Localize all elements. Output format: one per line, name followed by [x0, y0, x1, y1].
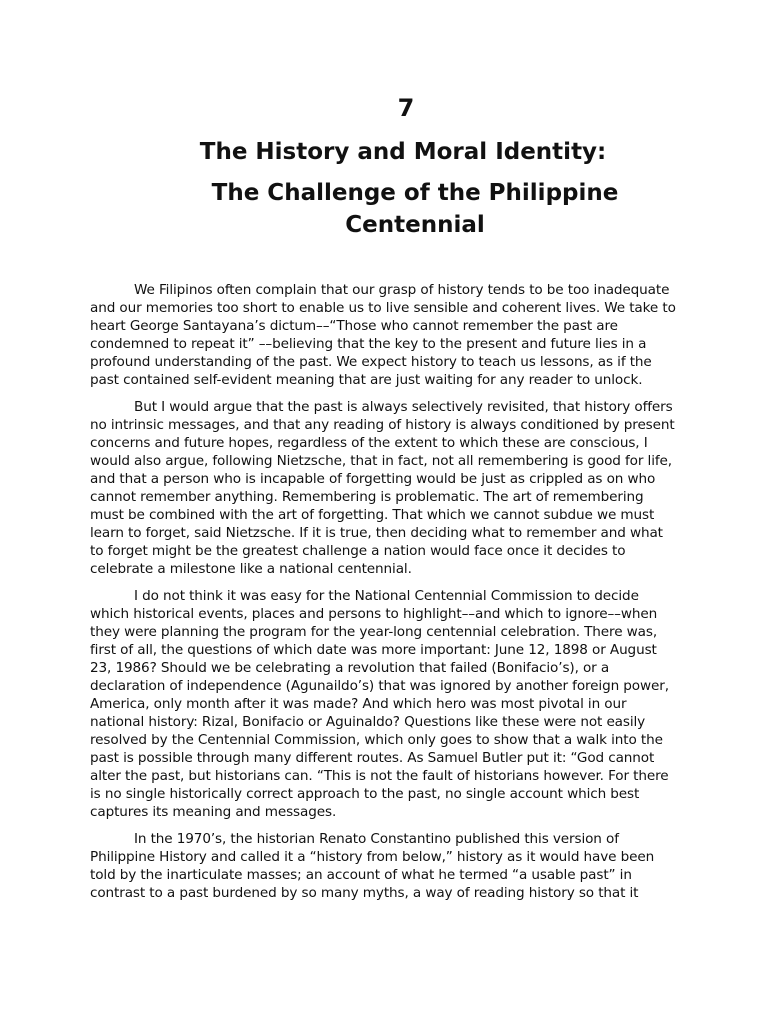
paragraph: But I would argue that the past is always selectively revisited, that history offers no intrinsic messages, and that any reading of history is always conditioned by present concerns and future hopes, regardless of the extent to which these are conscious, I would also argue, following Nietzsche, that in fact, not all remembering is good for life, and that a person who is incapable of forgetting would be just as crippled as on who cannot remember anything. Remembering is problematic. The art of remembering must be combined with the art of forgetting. That which we cannot subdue we must learn to forget, said Nietzsche. If it is true, then deciding what to remember and what to forget might be the greatest challenge a nation would face once it decides to celebrate a milestone like a national centennial.: [90, 399, 675, 577]
paragraph: I do not think it was easy for the National Centennial Commission to decide which historical events, places and persons to highlight––and which to ignore––when they were planning the program for the year-long centennial celebration. There was, first of all, the questions of which date was more important: June 12, 1898 or August 23, 1986? Should we be celebrating a revolution that failed (Bonifacio’s), or a declaration of independence (Agunaildo’s) that was ignored by another foreign power, America, only month after it was made? And which hero was most pivotal in our national history: Rizal, Bonifacio or Aguinaldo? Questions like these were not easily resolved by the Centennial Commission, which only goes to show that a walk into the past is possible through many different routes. As Samuel Butler put it: “God cannot alter the past, but historians can. “This is not the fault of historians however. For there is no single historically correct approach to the past, no single account which best captures its meaning and messages.: [90, 588, 669, 820]
chapter-number: 7: [397, 94, 415, 122]
paragraph: We Filipinos often complain that our grasp of history tends to be too inadequate and our memories too short to enable us to live sensible and coherent lives. We take to heart George Santayana’s dictum––“Those who cannot remember the past are condemned to repeat it” ––believing that the key to the present and future lies in a profound understanding of the past. We expect history to teach us lessons, as if the past contained self-evident meaning that are just waiting for any reader to unlock.: [90, 282, 676, 388]
paragraph: In the 1970’s, the historian Renato Constantino published this version of Philippine History and called it a “history from below,” history as it would have been told by the inarticulate masses; an account of what he termed “a usable past” in contrast to a past burdened by so many myths, a way of reading history so that it: [90, 831, 655, 901]
chapter-title-line-1: The History and Moral Identity:: [199, 139, 607, 165]
body-text: [90, 281, 676, 911]
chapter-title-line-2: The Challenge of the Philippine Centennial: [211, 180, 619, 238]
